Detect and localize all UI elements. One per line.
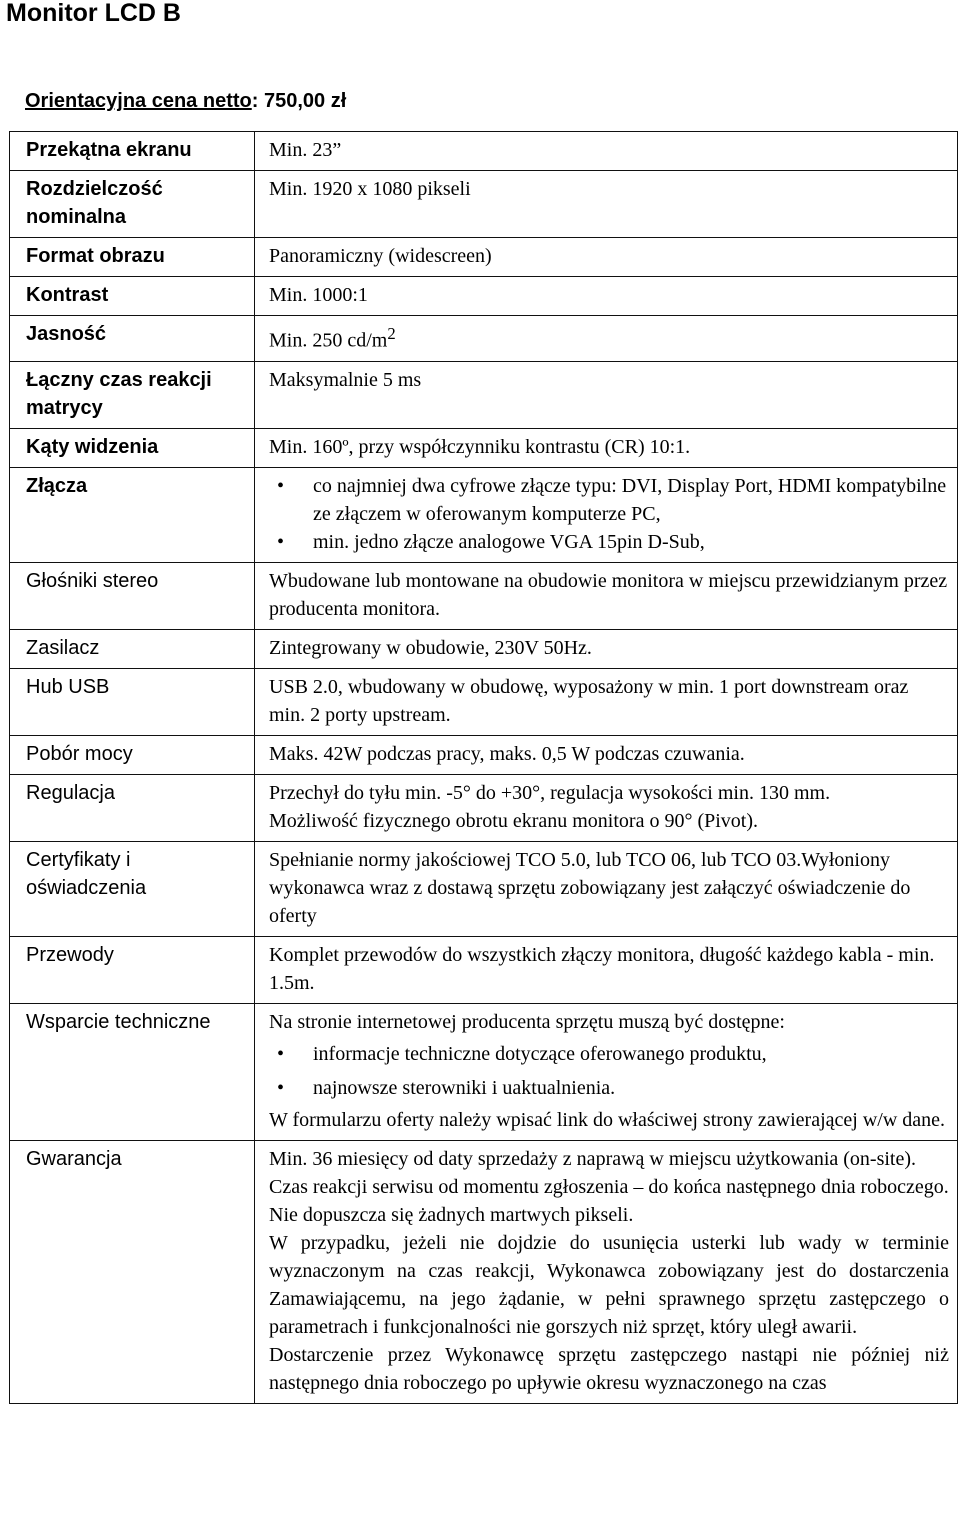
spec-value: Panoramiczny (widescreen) [255,238,958,277]
spec-key: Głośniki stereo [10,562,255,629]
connector-list [269,472,949,556]
brightness-unit-exponent: 2 [387,324,396,343]
spec-value: Wbudowane lub montowane na obudowie monitora w miejscu przewidzianym przez producenta monitora. [255,562,958,629]
spec-key: Kąty widzenia [10,428,255,467]
warranty-replacement: W przypadku, jeżeli nie dojdzie do usunięcia usterki lub wady w terminie wyznaczonym na czas reakcji, Wykonawca zobowiązany jest do dostarczenia Zamawiającemu, na jego żądanie, w pełni sprawnego sprzętu zastępczego o parametrach i funkcjonalności nie gorszych niż sprzęt, który uległ awarii. [269,1231,949,1338]
spec-row-aspect [10,238,958,277]
spec-row-brightness [10,316,958,362]
adjustment-pivot: Możliwość fizycznego obrotu ekranu monitora o 90° (Pivot). [269,809,758,832]
list-item: • co najmniej dwa cyfrowe złącze typu: DVI, Display Port, HDMI kompatybilne ze złączem w oferowanym komputerze PC, [313,472,949,528]
spec-key: Format obrazu [10,238,255,277]
price-value: : 750,00 zł [251,90,347,112]
warranty-pixels: Nie dopuszcza się żadnych martwych pikseli. [269,1203,634,1226]
spec-row-warranty [10,1140,958,1403]
warranty-period: Min. 36 miesięcy od daty sprzedaży z naprawą w miejscu użytkowania (on-site). [269,1147,917,1170]
document-title: Monitor LCD B [6,0,181,27]
support-list [269,1040,949,1102]
spec-key: Pobór mocy [10,735,255,774]
spec-key: Przekątna ekranu [10,132,255,171]
spec-value: Min. 23” [255,132,958,171]
spec-row-certificates [10,841,958,936]
spec-value: Maksymalnie 5 ms [255,361,958,428]
list-item: • informacje techniczne dotyczące oferowanego produktu, [313,1040,949,1068]
spec-key: Złącza [10,467,255,562]
adjustment-tilt: Przechył do tyłu min. -5° do +30°, regulacja wysokości min. 130 mm. [269,781,831,804]
spec-key: Wsparcie techniczne [10,1003,255,1140]
spec-row-contrast [10,277,958,316]
spec-value: Min. 160º, przy współczynniku kontrastu (CR) 10:1. [255,428,958,467]
support-intro: Na stronie internetowej producenta sprzętu muszą być dostępne: [269,1010,785,1033]
spec-row-response-time [10,361,958,428]
spec-row-resolution [10,171,958,238]
price-label: Orientacyjna cena netto [25,90,252,112]
warranty-response: Czas reakcji serwisu od momentu zgłoszenia – do końca następnego dnia roboczego. [269,1175,949,1198]
spec-value [255,1003,958,1140]
spec-value: Komplet przewodów do wszystkich złączy monitora, długość każdego kabla - min. 1.5m. [255,936,958,1003]
spec-key: Gwarancja [10,1140,255,1403]
spec-row-screen-size [10,132,958,171]
spec-row-power-consumption [10,735,958,774]
brightness-value: Min. 250 cd/m [269,329,388,352]
support-outro: W formularzu oferty należy wpisać link do właściwej strony zawierającej w/w dane. [269,1108,946,1131]
spec-key: Zasilacz [10,629,255,668]
warranty-delivery: Dostarczenie przez Wykonawcę sprzętu zastępczego nastąpi nie później niż następnego dnia roboczego po upływie okresu wyznaczonego na czas [269,1343,949,1394]
spec-key: Kontrast [10,277,255,316]
spec-row-cables [10,936,958,1003]
spec-row-viewing-angles [10,428,958,467]
spec-key: Jasność [10,316,255,362]
spec-value [255,1140,958,1403]
spec-row-adjustment [10,774,958,841]
spec-value: Min. 1000:1 [255,277,958,316]
spec-value: Maks. 42W podczas pracy, maks. 0,5 W podczas czuwania. [255,735,958,774]
spec-row-usb-hub [10,668,958,735]
spec-row-support [10,1003,958,1140]
list-item: • najnowsze sterowniki i uaktualnienia. [313,1074,949,1102]
spec-row-power-supply [10,629,958,668]
spec-value: Spełnianie normy jakościowej TCO 5.0, lub TCO 06, lub TCO 03.Wyłoniony wykonawca wraz z dostawą sprzętu zobowiązany jest załączyć oświadczenie do oferty [255,841,958,936]
spec-value [255,316,958,362]
spec-key: Regulacja [10,774,255,841]
spec-key: Rozdzielczość nominalna [10,171,255,238]
spec-value [255,774,958,841]
spec-table [9,131,958,1404]
list-item: • min. jedno złącze analogowe VGA 15pin D-Sub, [313,528,949,556]
spec-row-connectors [10,467,958,562]
spec-key: Certyfikaty i oświadczenia [10,841,255,936]
spec-key: Łączny czas reakcji matrycy [10,361,255,428]
spec-value: Zintegrowany w obudowie, 230V 50Hz. [255,629,958,668]
spec-key: Hub USB [10,668,255,735]
spec-row-speakers [10,562,958,629]
spec-value: USB 2.0, wbudowany w obudowę, wyposażony w min. 1 port downstream oraz min. 2 porty upstream. [255,668,958,735]
spec-value [255,467,958,562]
spec-key: Przewody [10,936,255,1003]
spec-value: Min. 1920 x 1080 pikseli [255,171,958,238]
price-line [25,88,346,114]
